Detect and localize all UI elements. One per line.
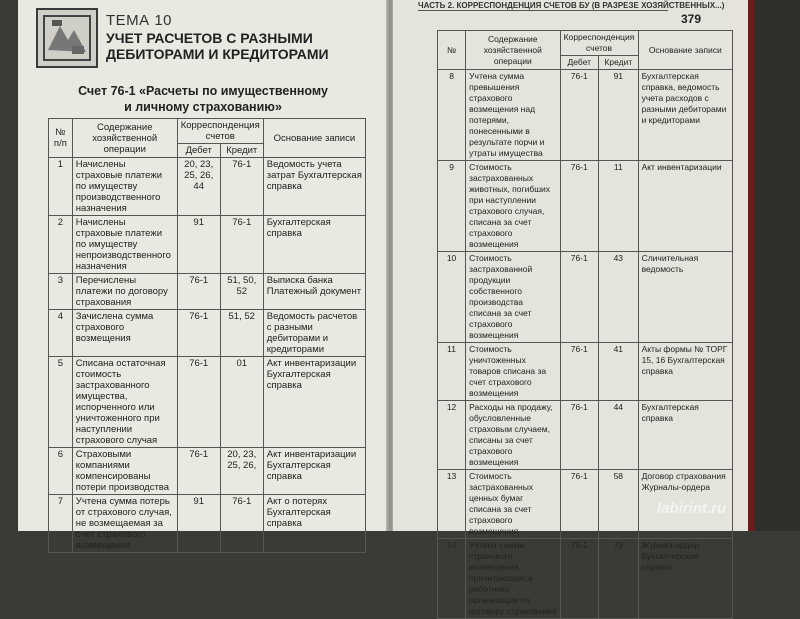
row-content: Стоимость застрахованных ценных бумаг списана за счет страхового возмещения	[466, 470, 560, 539]
left-table	[48, 118, 366, 553]
row-credit: 43	[599, 252, 639, 343]
row-content: Учтена сумма превышения страхового возмещения над потерями, понесенными в результате порчи и утраты имущества	[466, 70, 560, 161]
table-row	[438, 161, 733, 252]
table-row	[49, 216, 366, 274]
table-row	[49, 310, 366, 357]
header-debit: Дебет	[177, 144, 220, 158]
table-row	[438, 401, 733, 470]
header-debit: Дебет	[560, 56, 599, 70]
row-debit: 76-1	[560, 539, 599, 619]
row-credit: 44	[599, 401, 639, 470]
row-content: Стоимость застрахованной продукции собственного производства списана за счет страхового возмещения	[466, 252, 560, 343]
row-credit: 73	[599, 539, 639, 619]
row-number: 14	[438, 539, 466, 619]
row-number: 3	[49, 274, 73, 310]
row-debit: 76-1	[177, 310, 220, 357]
row-credit: 11	[599, 161, 639, 252]
watermark: labirint.ru	[657, 500, 727, 517]
row-content: Начислены страховые платежи по имуществу производственного назначения	[72, 158, 177, 216]
page-number: 379	[681, 12, 702, 26]
running-head: ЧАСТЬ 2. КОРРЕСПОНДЕНЦИЯ СЧЕТОВ БУ (В РАЗРЕЗЕ ХОЗЯЙСТВЕННЫХ...)	[418, 1, 725, 10]
row-credit: 51, 50, 52	[220, 274, 263, 310]
row-content: Списана остаточная стоимость застрахованного имущества, испорченного или уничтоженного при наступлении страхового случая	[72, 357, 177, 448]
row-basis: Выписка банка Платежный документ	[263, 274, 365, 310]
header-content: Содержание хозяйственной операции	[466, 31, 560, 70]
header-corr: Корреспонденция счетов	[177, 119, 263, 144]
header-credit: Кредит	[599, 56, 639, 70]
row-content: Расходы на продажу, обусловленные страховым случаем, списаны за счет страхового возмещения	[466, 401, 560, 470]
table-row	[438, 343, 733, 401]
row-content: Страховыми компаниями компенсированы потери производства	[72, 448, 177, 495]
header-basis: Основание записи	[263, 119, 365, 158]
row-debit: 91	[177, 216, 220, 274]
row-debit: 20, 23, 25, 26, 44	[177, 158, 220, 216]
row-number: 7	[49, 495, 73, 553]
row-basis: Журнал-ордер Бухгалтерская справка	[638, 539, 732, 619]
row-debit: 76-1	[560, 343, 599, 401]
chapter-title: УЧЕТ РАСЧЕТОВ С РАЗНЫМИ ДЕБИТОРАМИ И КРЕДИТОРАМИ	[106, 30, 329, 62]
row-debit: 76-1	[177, 274, 220, 310]
row-basis: Бухгалтерская справка, ведомость учета расходов с разными дебиторами и кредиторами	[638, 70, 732, 161]
table-row	[49, 158, 366, 216]
header-credit: Кредит	[220, 144, 263, 158]
row-basis: Акт инвентаризации	[638, 161, 732, 252]
row-credit: 58	[599, 470, 639, 539]
row-number: 9	[438, 161, 466, 252]
row-debit: 76-1	[177, 357, 220, 448]
table-row	[438, 252, 733, 343]
row-basis: Акт о потерях Бухгалтерская справка	[263, 495, 365, 553]
row-basis: Сличительная ведомость	[638, 252, 732, 343]
row-debit: 76-1	[560, 161, 599, 252]
row-basis: Акты формы № ТОРГ 15, 16 Бухгалтерская справка	[638, 343, 732, 401]
background	[755, 0, 800, 531]
row-credit: 41	[599, 343, 639, 401]
row-number: 4	[49, 310, 73, 357]
row-content: Перечислены платежи по договору страхования	[72, 274, 177, 310]
header-content: Содержание хозяйственной операции	[72, 119, 177, 158]
table-row	[49, 495, 366, 553]
row-number: 13	[438, 470, 466, 539]
row-basis: Договор страхования Журналы-ордера	[638, 470, 732, 539]
row-number: 10	[438, 252, 466, 343]
header-basis: Основание записи	[638, 31, 732, 70]
row-debit: 76-1	[560, 401, 599, 470]
table-row	[49, 448, 366, 495]
row-credit: 76-1	[220, 495, 263, 553]
row-content: Стоимость уничтоженных товаров списана за счет страхового возмещения	[466, 343, 560, 401]
chapter-logo-icon	[36, 8, 98, 68]
row-basis: Акт инвентаризации Бухгалтерская справка	[263, 357, 365, 448]
row-basis: Бухгалтерская справка	[263, 216, 365, 274]
row-credit: 51, 52	[220, 310, 263, 357]
account-title: Счет 76-1 «Расчеты по имущественному и личному страхованию»	[78, 84, 328, 114]
row-content: Зачислена сумма страхового возмещения	[72, 310, 177, 357]
row-credit: 91	[599, 70, 639, 161]
header-num: №	[438, 31, 466, 70]
row-number: 12	[438, 401, 466, 470]
row-number: 1	[49, 158, 73, 216]
row-debit: 76-1	[560, 252, 599, 343]
row-debit: 76-1	[560, 70, 599, 161]
row-debit: 91	[177, 495, 220, 553]
row-content: Начислены страховые платежи по имуществу непроизводственного назначения	[72, 216, 177, 274]
row-debit: 76-1	[560, 470, 599, 539]
row-credit: 76-1	[220, 216, 263, 274]
row-content: Стоимость застрахованных животных, погибших при наступлении страхового случая, списана за счет страхового возмещения	[466, 161, 560, 252]
row-number: 5	[49, 357, 73, 448]
running-head-rule	[418, 10, 668, 11]
header-corr: Корреспонденция счетов	[560, 31, 638, 56]
row-content: Учтена сумма страхового возмещения, причитающаяся работнику организации по договору страхования	[466, 539, 560, 619]
row-debit: 76-1	[177, 448, 220, 495]
row-basis: Ведомость расчетов с разными дебиторами и кредиторами	[263, 310, 365, 357]
table-row	[438, 539, 733, 619]
row-basis: Акт инвентаризации Бухгалтерская справка	[263, 448, 365, 495]
row-number: 6	[49, 448, 73, 495]
row-number: 8	[438, 70, 466, 161]
row-number: 11	[438, 343, 466, 401]
row-basis: Бухгалтерская справка	[638, 401, 732, 470]
row-credit: 01	[220, 357, 263, 448]
row-credit: 76-1	[220, 158, 263, 216]
row-content: Учтена сумма потерь от страхового случая, не возмещаемая за счет страхового возмещения	[72, 495, 177, 553]
table-row	[438, 70, 733, 161]
table-row	[49, 274, 366, 310]
row-credit: 20, 23, 25, 26,	[220, 448, 263, 495]
row-number: 2	[49, 216, 73, 274]
table-row	[49, 357, 366, 448]
header-num: № п/п	[49, 119, 73, 158]
chapter-label: ТЕМА 10	[106, 12, 173, 29]
row-basis: Ведомость учета затрат Бухгалтерская справка	[263, 158, 365, 216]
